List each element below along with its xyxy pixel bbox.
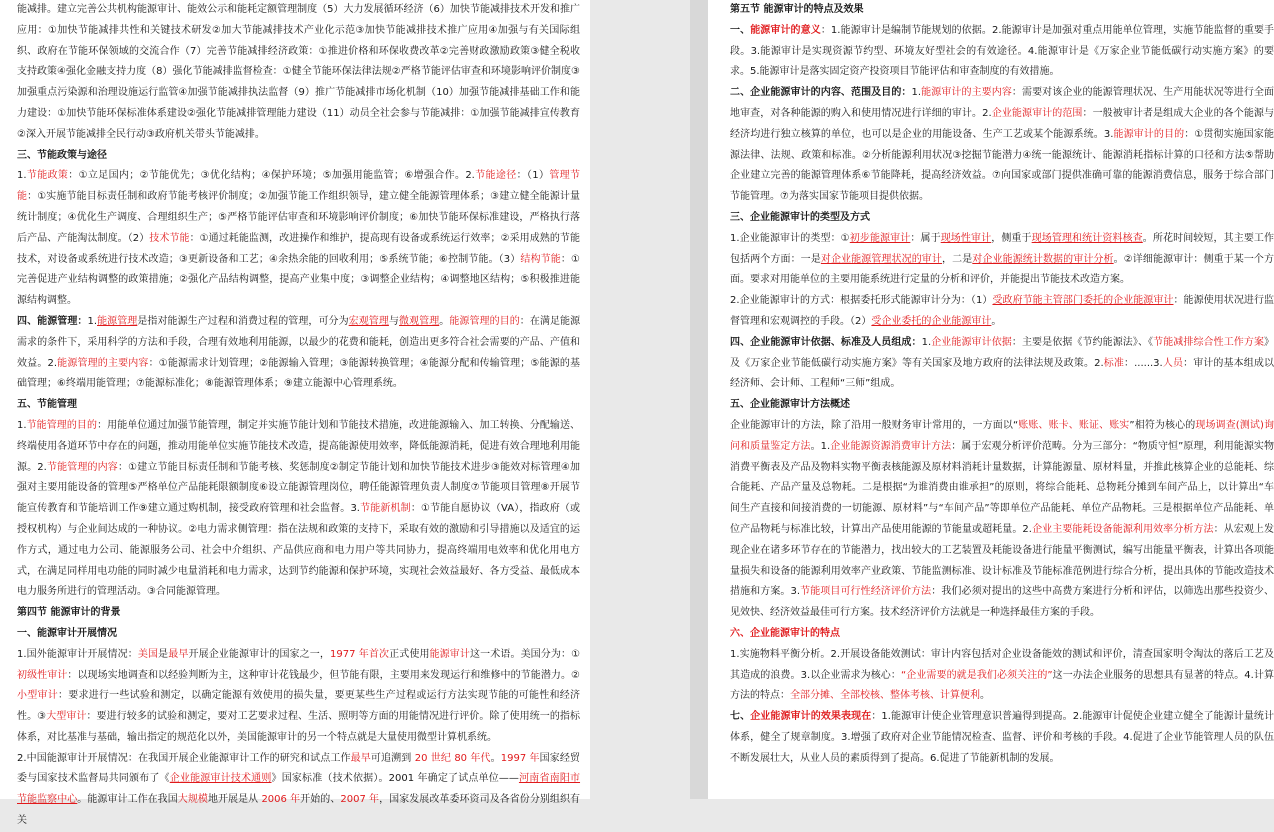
highlighted-term: 节能管理的目的 bbox=[26, 419, 98, 431]
text-run: 1.企业能源审计的类型：① bbox=[730, 232, 850, 244]
text-run: 1. bbox=[17, 419, 27, 431]
text-run: 。②详细能源审计：侧重于某一个方面。要求对用能单位的主要用能系统进行定量的分析和评价，并能提出节能技术改造方案。 bbox=[730, 253, 1274, 286]
document-page-right bbox=[708, 0, 1274, 799]
text-run: ：①立足国内；②节能优先；③优化结构；④保护环境；⑤加强用能监管；⑥增强合作。2. bbox=[68, 170, 475, 182]
highlighted-term: 最早 bbox=[168, 648, 189, 660]
section-heading bbox=[730, 0, 1274, 21]
text-run: ：（1） bbox=[516, 170, 550, 182]
highlighted-term: 能源管理 bbox=[97, 315, 138, 327]
text-run: 1. bbox=[921, 336, 932, 348]
text-run: 国家经贸委与国家技术监督局共同颁布了《 bbox=[17, 752, 580, 785]
text-run: ，二是 bbox=[942, 253, 973, 265]
text-run: 一、 bbox=[730, 24, 751, 36]
paragraph bbox=[730, 229, 1274, 291]
highlighted-term: 账账、账卡、账证、账实 bbox=[1018, 419, 1130, 431]
section-heading bbox=[17, 603, 580, 624]
paragraph bbox=[17, 416, 580, 603]
paragraph bbox=[730, 83, 1274, 208]
paragraph bbox=[17, 749, 580, 832]
page-gutter bbox=[690, 0, 708, 799]
text-run: 是 bbox=[158, 648, 169, 660]
highlighted-term: 2006 年 bbox=[261, 794, 301, 806]
highlighted-term: 2007 年 bbox=[340, 794, 380, 806]
highlighted-term: 企业能源审计的效果表现在 bbox=[750, 711, 872, 723]
text-run: 四、能源管理： bbox=[17, 315, 88, 327]
highlighted-term: 能源管理的主要内容 bbox=[57, 357, 149, 369]
paragraph bbox=[730, 416, 1274, 624]
highlighted-term: 节能项目可行性经济评价方法 bbox=[800, 586, 932, 598]
text-run: ：我们必须对提出的这些中高费方案进行分析和评估，以筛选出那些投资少、见效快、经济效益最佳可行方案。技术经济评价方法就是一种选择最佳方案的手段。 bbox=[730, 586, 1274, 619]
text-run: 七、 bbox=[730, 711, 751, 723]
text-run: ：要求进行一些试验和测定，以确定能源有效使用的损失量，要更某些生产过程或运行方法实现节能的可能性和经济性。③ bbox=[17, 690, 581, 723]
text-run: 五、节能管理 bbox=[17, 399, 77, 411]
paragraph bbox=[17, 0, 580, 146]
text-run: 第五节 能源审计的特点及效果 bbox=[730, 4, 864, 15]
paragraph bbox=[730, 645, 1274, 707]
highlighted-term: 企业能源审计技术通则 bbox=[169, 773, 272, 785]
highlighted-term: 企业主要能耗设备能源利用效率分析方法 bbox=[1031, 523, 1214, 535]
highlighted-term: 节能新机制 bbox=[360, 503, 411, 515]
text-run: 可追溯到 bbox=[370, 752, 415, 764]
section-heading bbox=[730, 624, 1274, 645]
text-run: ：①实施节能目标责任制和政府节能考核评价制度；②加强节能工作组织领导，建立健全能源管理体系；③建立健全能源计量统计制度；④优化生产调度、合理组织生产；⑤严格节能评估审查和环境影响评价制度；⑥加快节能环保标准建设，严格执行落后产品、产能淘汰制度。（2） bbox=[17, 191, 581, 244]
paragraph bbox=[730, 333, 1274, 395]
text-run: ：要进行较多的试验和测定，要对工艺要求过程、生活、照明等方面的用能情况进行评价。除了使用统一的指标体系，对比基准与基础，输出指定的规范化以外，美国能源审计的另一个特点就是大量使用微型计算机系统。 bbox=[17, 711, 581, 743]
paragraph bbox=[17, 166, 580, 312]
text-run: ：能源使用状况进行监督管理和宏观调控的手段。（2） bbox=[730, 295, 1274, 327]
paragraph bbox=[730, 291, 1274, 333]
text-run: ：1.能源审计是编制节能规划的依据。2.能源审计是加强对重点用能单位管理，实施节能监督的重要手段。3.能源审计是实现资源节约型、环境友好型社会的有效途径。4.能源审计是《万家企业节能低碳行动实施方案》的要求。5.能源审计是落实固定资产投资项目节能评估和审查制度的有效措施。 bbox=[730, 24, 1274, 78]
text-run: 开始的、 bbox=[300, 794, 341, 806]
text-run: ：......3. bbox=[1124, 357, 1163, 369]
text-run: 》国家标准（技术依据）。2001 年确定了试点单位—— bbox=[271, 773, 519, 785]
highlighted-term: 现场调查(测试)询问和质量鉴定方法 bbox=[730, 419, 1274, 452]
text-run: 能减排。建立完善公共机构能源审计、能效公示和能耗定额管理制度（5）大力发展循环经济（6）加快节能减排技术开发和推广应用：①加快节能减排共性和关键技术研发②加大节能减排技术产业化示范③加快节能减排技术推广应用④加强与有关国际组织、政府在节能环保领域的交流合作（7）完善节能减排经济政策：①推进价格和环保收费改革②完善财政激励政策③健全税收支持政策④强化金融支持力度（8）强化节能减排监督检查：①健全节能环保法律法规②严格节能评估审查和环境影响评价制度③加强重点污染源和治理设施运行监管④加强节能减排执法监督（9）推广节能减排市场化机制（10）加强节能减排基础工作和能力建设：①加快节能环保标准体系建设②强化节能减排管理能力建设（11）动员全社会参与节能减排：①加强节能减排宣传教育②深入开展节能减排全民行动③政府机关带头节能减排。 bbox=[17, 4, 580, 140]
text-run: 。所花时间较短，其主要工作包括两个方面：一是 bbox=[730, 232, 1274, 265]
text-run: 。 bbox=[980, 690, 990, 702]
text-run: 第四节 能源审计的背景 bbox=[17, 607, 121, 619]
text-run: ，侧重于 bbox=[991, 232, 1032, 244]
highlighted-term: 大型审计 bbox=[46, 711, 87, 723]
highlighted-term: “企业需要的就是我们必须关注的” bbox=[900, 669, 1053, 681]
highlighted-term: 对企业能源统计数据的审计分析 bbox=[972, 253, 1114, 265]
text-run: ：①完善促进产业结构调整的政策措施；②强化产品结构调整，提高产业集中度；③调整企业结构；④调整地区结构；⑤积极推进能源结构调整。 bbox=[17, 253, 581, 307]
text-run: 1.实施物料平衡分析。2.开展设备能效测试：审计内容包括对企业设备能效的测试和评价，清查国家明令淘汰的落后工艺及其造成的浪费。3.以企业需求为核心： bbox=[730, 648, 1274, 681]
text-run: 。1. bbox=[810, 440, 831, 452]
highlighted-term: 受政府节能主管部门委托的企业能源审计 bbox=[992, 295, 1174, 307]
highlighted-term: 1977 年 bbox=[330, 648, 369, 660]
text-run: 1.国外能源审计开展情况： bbox=[17, 648, 138, 660]
text-run: 开展企业能源审计的国家之一， bbox=[188, 648, 331, 660]
text-run: ”相符为核心的 bbox=[1129, 419, 1196, 431]
text-run: 与 bbox=[388, 315, 399, 327]
paragraph bbox=[730, 21, 1274, 83]
highlighted-term: 技术节能 bbox=[149, 232, 190, 244]
highlighted-term: 节能政策 bbox=[26, 170, 69, 182]
highlighted-term: 初步能源审计 bbox=[849, 232, 911, 244]
highlighted-term: 全部分摊、全部校核、整体考核、计算便利 bbox=[790, 690, 980, 702]
document-page-left bbox=[0, 0, 590, 827]
text-run: 。 bbox=[490, 752, 501, 764]
text-run: ：属于宏观分析评价范畴。分为三部分：“物质守恒”原理，利用能源实物消费平衡表及产品及物料实物平衡表核能源及原材料消耗计量数据，计算能源量、原材料量，并推此核算企业的总能耗、综合能耗、产品产量及总物耗。二是根据“为谁消费由谁承担”的原则，将综合能耗、总物耗分摊到车间产品上，以计算出“车间生产直接和间接消费的一切能源、原材料”与“车间产品”等即单位产品能耗、单位产品物耗。三是根据单位产品能耗、单位产品物耗与标准比较，计算出产品使用能源的节能量或超耗量。2. bbox=[730, 440, 1274, 535]
text-run: ：需要对该企业的能源管理状况、生产用能状况等进行全面地审查，对各种能源的购入和使用情况进行详细的审计。2. bbox=[730, 87, 1274, 119]
highlighted-term: 企业能源审计的范围 bbox=[991, 107, 1083, 119]
text-run: ，国家发展改革委环资司及各省份分别组织有关 bbox=[17, 794, 581, 827]
paragraph bbox=[730, 707, 1274, 769]
highlighted-term: 首次 bbox=[368, 648, 390, 660]
text-run: 。能源审计工作在我国 bbox=[77, 794, 178, 806]
highlighted-term: 现场管理和统计资料核查 bbox=[1031, 232, 1143, 244]
text-run: 。 bbox=[439, 315, 450, 327]
highlighted-term: 河南省南阳市节能监察中心 bbox=[17, 773, 581, 806]
text-run: ：一般被审计者是组成大企业的各个能源与经济均进行独立核算的单位，也可以是企业的用能设备、生产工艺或某个能源系统。3. bbox=[730, 107, 1274, 140]
text-run: 一、能源审计开展情况 bbox=[17, 627, 117, 639]
section-heading bbox=[17, 624, 580, 645]
highlighted-term: 能源审计 bbox=[429, 648, 471, 660]
text-run: 1. bbox=[87, 315, 97, 327]
text-run: ：①建立节能目标责任制和节能考核、奖惩制度②制定节能计划和加快节能技术进步③能效对标管理④加强对主要用能设备的管理⑤严格单位产品能耗限额制度⑥设立能源管理岗位，聘任能源管理负责人制度⑦节能项目管理⑧开展节能宣传教育和节能培训工作⑨建立通过购机制，接受政府管理和社会监督。3. bbox=[17, 461, 581, 515]
text-run: 这一术语。美国分为：① bbox=[470, 648, 581, 660]
text-run: 地开展是从 bbox=[207, 794, 262, 806]
highlighted-term: 宏观管理 bbox=[348, 315, 389, 327]
text-run: ：1.能源审计使企业管理意识普遍得到提高。2.能源审计促使企业建立健全了能源计量统计体系，健全了规章制度。3.增强了政府对企业节能情况检查、监督、评价和考核的手段。4.促进了企业节能管理人员的队伍不断发展壮大，从业人员的素质得到了提高。6.促进了节能新机制的发展。 bbox=[730, 711, 1274, 764]
highlighted-term: 管理节能 bbox=[17, 170, 580, 203]
section-heading bbox=[17, 146, 580, 167]
highlighted-term: 节能减排综合性工作方案 bbox=[1153, 336, 1265, 348]
section-heading bbox=[730, 208, 1274, 229]
text-run: 二、企业能源审计的内容、范围及目的： bbox=[730, 87, 912, 99]
text-run: ：在满足能源需求的条件下，采用科学的方法和手段，合理有效地利用能源，以最少的花费和能耗，创造出更多符合社会需要的产品、产值和效益。2. bbox=[17, 315, 581, 369]
text-run: ：①能源需求计划管理；②能源输入管理；③能源转换管理；④能源分配和传输管理；⑤能源的基础管理；⑥终端用能管理；⑦能源标准化；⑧能源管理体系；⑨建立能源中心管理系统。 bbox=[17, 357, 581, 390]
highlighted-term: 人员 bbox=[1162, 357, 1184, 369]
text-run: ：用能单位通过加强节能管理，制定并实施节能计划和节能技术措施，改进能源输入、加工转换、分配输送、终端使用各道环节中存在的问题，推动用能单位实施节能技术改造，提高能源使用效率，降低能源消耗，促进有效合理地利用能源。2. bbox=[17, 419, 581, 473]
text-run: 1. bbox=[911, 87, 922, 99]
text-run: 三、节能政策与途径 bbox=[17, 149, 107, 161]
section-heading bbox=[17, 395, 580, 416]
highlighted-term: 企业能源审计依据 bbox=[931, 336, 1012, 348]
highlighted-term: 能源管理的目的 bbox=[449, 315, 520, 327]
highlighted-term: 节能途径 bbox=[474, 170, 517, 182]
highlighted-term: 能源审计的主要内容 bbox=[921, 87, 1012, 99]
text-run: ：主要是依据《节约能源法》、《 bbox=[1011, 336, 1154, 348]
highlighted-term: 美国 bbox=[137, 648, 159, 660]
highlighted-term: 受企业委托的企业能源审计 bbox=[871, 315, 992, 327]
highlighted-term: 小型审计 bbox=[17, 690, 58, 702]
text-run: ：①贯彻实施国家能源法律、法规、政策和标准。②分析能源利用状况③挖掘节能潜力④统一能源统计、能源消耗指标计算的口径和方法⑤帮助企业建立完善的能源管理体系⑥节能降耗，提高经济效益。⑦向国家或部门提供准确可靠的能源消费信息，服务于综合部门节能管理。⑦为落实国家节能项目提供依据。 bbox=[730, 128, 1274, 203]
text-run: ：以现场实地调查和以经验判断为主，这种审计花钱最少，但节能有限，主要用来发现运行和维修中的节能潜力。② bbox=[67, 669, 581, 681]
text-run: 这一办法企业服务的思想具有显著的特点。4.计算方法的特点： bbox=[730, 669, 1274, 702]
highlighted-term: 微观管理 bbox=[399, 315, 440, 327]
highlighted-term: 最早 bbox=[350, 752, 371, 764]
text-run: 是指对能源生产过程和消费过程的管理，可分为 bbox=[137, 315, 349, 327]
text-run: ：从宏观上发现企业在诸多环节存在的节能潜力，找出较大的工艺装置及耗能设备进行能量平衡测试，编写出能量平衡表，计算出各项能量损失和设备的能源利用效率产业政策、节能监测标准、设计标准及节能标准范例进行综合分析，提出具体的节能改造技术措施和方案。3. bbox=[730, 523, 1274, 598]
highlighted-term: 能源审计的目的 bbox=[1113, 128, 1185, 140]
paragraph bbox=[17, 312, 580, 395]
text-run: ：①节能自愿协议（VA），指政府（或授权机构）与企业间达成的一种协议。②电力需求侧管理：指在法规和政策的支持下，采取有效的激励和引导措施以及适宜的运作方式，通过电力公司、能源服务公司、社会中介组织、产品供应商和电力用户等共同协力，提高终端用电效率和优化用电方式，在满足同样用电功能的同时减少电量消耗和电力需求，达到节约能源和保护环境，实现社会效益最好、各方受益、最低成本电力服务所进行的管理活动。③合同能源管理。 bbox=[17, 503, 581, 598]
highlighted-term: 企业能源资源消费审计方法 bbox=[830, 440, 952, 452]
highlighted-term: 1997 年 bbox=[500, 752, 540, 764]
text-run: 正式使用 bbox=[389, 648, 430, 660]
text-run: ：审计的基本组成以经济师、会计师、工程师“三师”组成。 bbox=[730, 357, 1274, 390]
highlighted-term: 能源审计的意义 bbox=[750, 24, 821, 36]
text-run: 三、企业能源审计的类型及方式 bbox=[730, 211, 870, 223]
paragraph bbox=[17, 645, 580, 749]
highlighted-term: 20 世纪 80 年代 bbox=[414, 752, 491, 764]
highlighted-term: 标准 bbox=[1103, 357, 1124, 369]
highlighted-term: 六、企业能源审计的特点 bbox=[730, 627, 840, 639]
highlighted-term: 节能管理的内容 bbox=[46, 461, 118, 473]
text-run: 。 bbox=[991, 315, 1002, 327]
text-run: 2.中国能源审计开展情况：在我国开展企业能源审计工作的研究和试点工作 bbox=[17, 752, 351, 764]
section-heading bbox=[730, 395, 1274, 416]
text-run: 》及《万家企业节能低碳行动实施方案》等有关国家及地方政府的法律法规及政策。2. bbox=[730, 336, 1274, 369]
text-run: ：①通过耗能监测，改进操作和维护，提高现有设备或系统运行效率；②采用成熟的节能技术，对设备或系统进行技术改造；③更新设备和工艺；④余热余能的回收利用；⑤系统节能；⑥控制节能。（3） bbox=[17, 232, 580, 265]
text-run: 五、企业能源审计方法概述 bbox=[730, 399, 850, 411]
text-run: ：属于 bbox=[910, 232, 941, 244]
highlighted-term: 初级性审计 bbox=[17, 669, 68, 681]
text-run: 1. bbox=[17, 170, 27, 182]
highlighted-term: 结构节能 bbox=[520, 253, 561, 265]
text-run: 四、企业能源审计依据、标准及人员组成： bbox=[730, 336, 922, 348]
highlighted-term: 现场性审计 bbox=[940, 232, 992, 244]
highlighted-term: 对企业能源管理状况的审计 bbox=[820, 253, 942, 265]
highlighted-term: 大规模 bbox=[177, 794, 208, 806]
text-run: 企业能源审计的方法，除了沿用一般财务审计常用的，一方面以“ bbox=[730, 419, 1019, 431]
text-run: 2.企业能源审计的方式：根据委托形式能源审计分为：（1） bbox=[730, 295, 993, 307]
